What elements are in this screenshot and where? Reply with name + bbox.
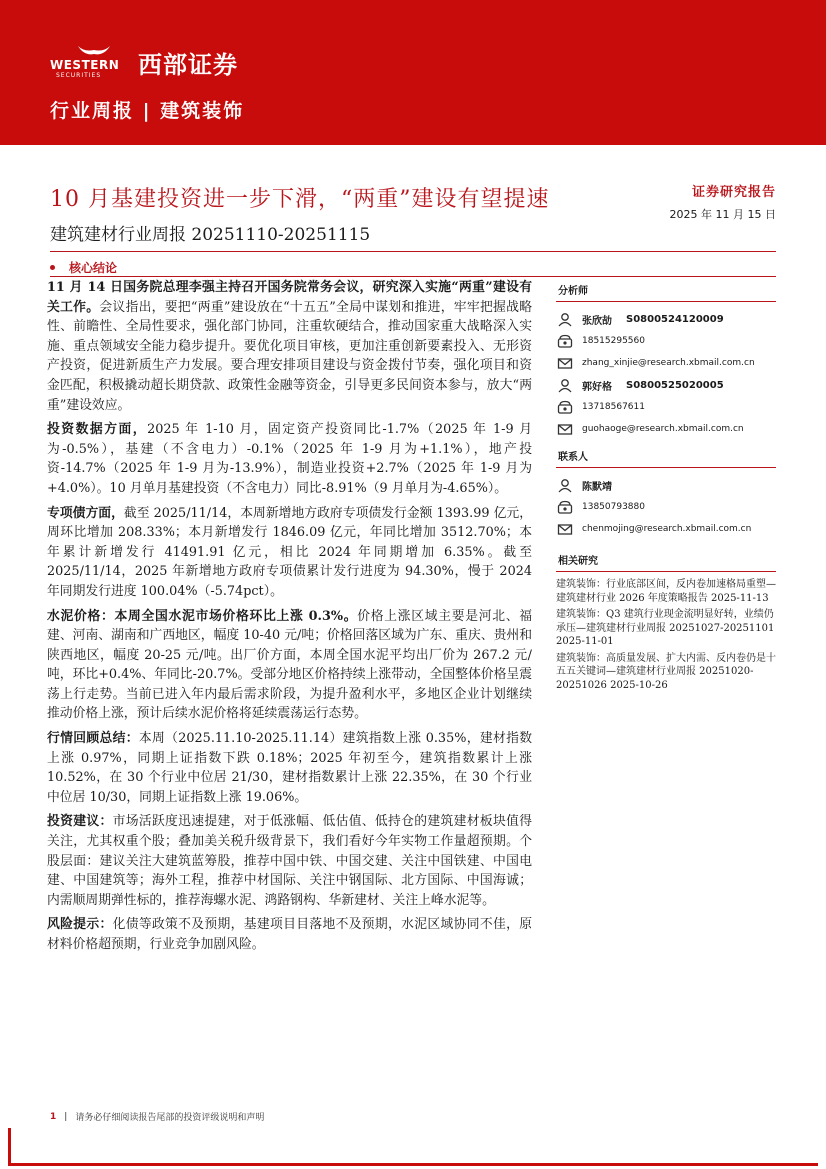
header-band — [0, 0, 826, 145]
paragraph — [47, 278, 532, 415]
related-research-list — [556, 578, 776, 692]
analyst-name: 郭好格 — [582, 381, 612, 393]
logo-subtitle: SECURITIES — [56, 72, 102, 79]
mail-icon — [556, 355, 574, 371]
report-type: 证券研究报告 — [691, 185, 776, 200]
contact-email[interactable]: chenmojing@research.xbmail.com.cn — [582, 524, 752, 534]
corner-frame-vertical — [8, 1128, 11, 1166]
related-item[interactable]: 建筑装饰：行业底部区间，反内卷加速格局重塑—建筑建材行业 2026 年度策略报告 2025-11-13 — [556, 579, 776, 604]
paragraph-text: 市场活跃度迅速提建，对于低涨幅、低估值、低持仓的建筑建材板块值得关注，尤其权重个股；叠加美关税升级背景下，我们看好今年实物工作量超预期。个股层面：建议关注大建筑蓝筹股，推荐中国中铁、中国交建、关注中国铁建、中国电建、中国建筑等；海外工程，推荐中材国际、关注中钢国际、北方国际、中国海诚；内需顺周期弹性标的，推荐海螺水泥、鸿路钢构、华新建材、关注上峰水泥等。 — [47, 814, 533, 908]
paragraph — [47, 607, 532, 725]
related-heading: 相关研究 — [556, 548, 776, 572]
related-item[interactable]: 建筑装饰：Q3 建筑行业现金流明显好转，业绩仍承压—建筑建材行业周报 20251027-20251101 2025-11-01 — [556, 609, 775, 647]
contact-phone-row — [556, 496, 776, 518]
paragraph-lead: 11 月 14 日国务院总理李强主持召开国务院常务会议，研究深入实施“两重”建设有关工作。 — [47, 280, 532, 315]
paragraph — [47, 504, 532, 602]
paragraph-text: 价格上涨区域主要是河北、福建、河南、湖南和广西地区，幅度 10-40 元/吨；价格回落区域为广东、重庆、贵州和陕西地区，幅度 20-25 元/吨。出厂价方面，本周全国水泥平均出厂价为 267.2 元/吨，环比+0.4%、年同比-20.7%。受部分地区价格持续上涨带动，全国整体价格呈震荡上行走势。当前已进入年内最后需求阶段，为提升盈利水平，多地区企业计划继续推动价格上涨，预计后续水泥价格将延续震荡运行态势。 — [47, 608, 532, 722]
analyst-name-row — [556, 308, 776, 330]
related-item[interactable]: 建筑装饰：高质量发展、扩大内需、反内卷仍是十五五关键词—建筑建材行业周报 20251020-20251026 2025-10-26 — [556, 652, 776, 691]
analyst-phone-row — [556, 396, 776, 418]
analyst-heading: 分析师 — [556, 278, 776, 302]
analyst-cert: S0800525020005 — [626, 379, 724, 391]
bull-horns-icon — [76, 44, 112, 58]
paragraph-lead: 风险提示： — [47, 917, 113, 933]
paragraph — [47, 812, 532, 910]
person-icon — [556, 377, 574, 393]
paragraph-text: 会议指出，要把“两重”建设放在“十五五”全局中谋划和推进，牢牢把握战略性、前瞻性、全局性要求，强化部门协同，注重软硬结合，推动国家重大战略深入实施、重点领域安全能力稳步提升。要优化项目审核，更加注重创新要素投入、无形资产投资，促进新质生产力发展。要合理安排项目建设与资金拨付节奏，强化项目和资金匹配，积极撬动超长期贷款、政策性金融等资金，引导更多民间资本参与，放大“两重”建设效应。 — [47, 299, 533, 413]
logo-chinese: 西部证券 — [138, 50, 238, 79]
report-category: 行业周报 | 建筑装饰 — [50, 100, 245, 122]
logo-english: WESTERN — [50, 58, 120, 72]
phone-icon — [556, 333, 574, 349]
phone-icon — [556, 399, 574, 415]
core-divider — [50, 276, 776, 277]
person-icon — [556, 477, 574, 493]
contact-heading: 联系人 — [556, 444, 776, 468]
contact-name-row — [556, 474, 776, 496]
company-logo — [50, 44, 238, 80]
analyst-name-row — [556, 374, 776, 396]
analyst-cert: S0800524120009 — [626, 313, 724, 325]
contact-name: 陈默靖 — [582, 481, 612, 493]
analyst-email[interactable]: zhang_xinjie@research.xbmail.com.cn — [582, 358, 755, 368]
bullet-icon — [50, 265, 55, 270]
sidebar — [556, 278, 776, 695]
analyst-name: 张欣劼 — [582, 315, 612, 327]
corner-frame-horizontal — [8, 1163, 818, 1166]
paragraph-text: 化债等政策不及预期，基建项目目落地不及预期，水泥区域协同不佳，原材料价格超预期，行业竞争加剧风险。 — [47, 917, 533, 952]
footer-separator: | — [64, 1111, 68, 1122]
paragraph-lead: 行情回顾总结： — [47, 731, 139, 747]
footer-notice: 请务必仔细阅读报告尾部的投资评级说明和声明 — [75, 1113, 265, 1123]
paragraph-text: 本周（2025.11.10-2025.11.14）建筑指数上涨 0.35%，建材指数上涨 0.97%，同期上证指数下跌 0.18%；2025 年初至今，建筑指数累计上涨 10.52%，在 30 个行业中位居 21/30，建材指数累计上涨 22.35%，在 30 个行业中位居 10/30，同期上证指数上涨 19.06%。 — [47, 731, 532, 805]
core-heading-text: 核心结论 — [69, 261, 118, 275]
paragraph-lead: 投资数据方面， — [47, 422, 148, 438]
contact-phone: 13850793880 — [582, 502, 645, 512]
paragraph-lead: 投资建议： — [47, 814, 113, 830]
mail-icon — [556, 421, 574, 437]
analyst-email-row — [556, 352, 776, 374]
report-subtitle: 建筑建材行业周报 20251110-20251115 — [50, 225, 371, 245]
paragraph-lead: 专项债方面， — [47, 505, 124, 521]
page-number: 1 — [50, 1111, 57, 1122]
footer — [50, 1110, 264, 1123]
title-divider — [50, 251, 776, 252]
report-title: 10 月基建投资进一步下滑，“两重”建设有望提速 — [50, 187, 550, 212]
main-body — [47, 278, 532, 960]
paragraph-text: 2025 年 1-10 月，固定资产投资同比-1.7%（2025 年 1-9 月为-0.5%），基建（不含电力）-0.1%（2025 年 1-9 月为+1.1%），地产投资-14.7%（2025 年 1-9 月为-13.9%），制造业投资+2.7%（2025 年 1-9 月为+4.0%）。10 月单月基建投资（不含电力）同比-8.91%（9 月单月为-4.65%）。 — [47, 422, 533, 496]
paragraph-text: 截至 2025/11/14，本周新增地方政府专项债发行金额 1393.99 亿元，周环比增加 208.33%；本月新增发行 1846.09 亿元，年同比增加 3512.70%；本年累计新增发行 41491.91 亿元，相比 2024 年同期增加 6.35%。截至 2025/11/14，2025 年新增地方政府专项债累计发行进度为 94.30%，慢于 2024 年同期发行进度 100.04%（-5.74pct）。 — [47, 505, 532, 599]
analyst-email-row — [556, 418, 776, 440]
person-icon — [556, 311, 574, 327]
core-conclusion-heading — [50, 259, 117, 276]
contact-email-row — [556, 518, 776, 540]
phone-icon — [556, 499, 574, 515]
analyst-email[interactable]: guohaoge@research.xbmail.com.cn — [582, 424, 744, 434]
report-date: 2025 年 11 月 15 日 — [669, 208, 776, 221]
paragraph — [47, 729, 532, 807]
logo-mark — [50, 44, 136, 80]
analyst-phone-row — [556, 330, 776, 352]
paragraph — [47, 420, 532, 498]
paragraph-lead: 水泥价格：本周全国水泥市场价格环比上涨 0.3%。 — [47, 608, 358, 624]
analyst-phone: 18515295560 — [582, 336, 645, 346]
paragraph — [47, 915, 532, 954]
mail-icon — [556, 521, 574, 537]
analyst-phone: 13718567611 — [582, 402, 645, 412]
